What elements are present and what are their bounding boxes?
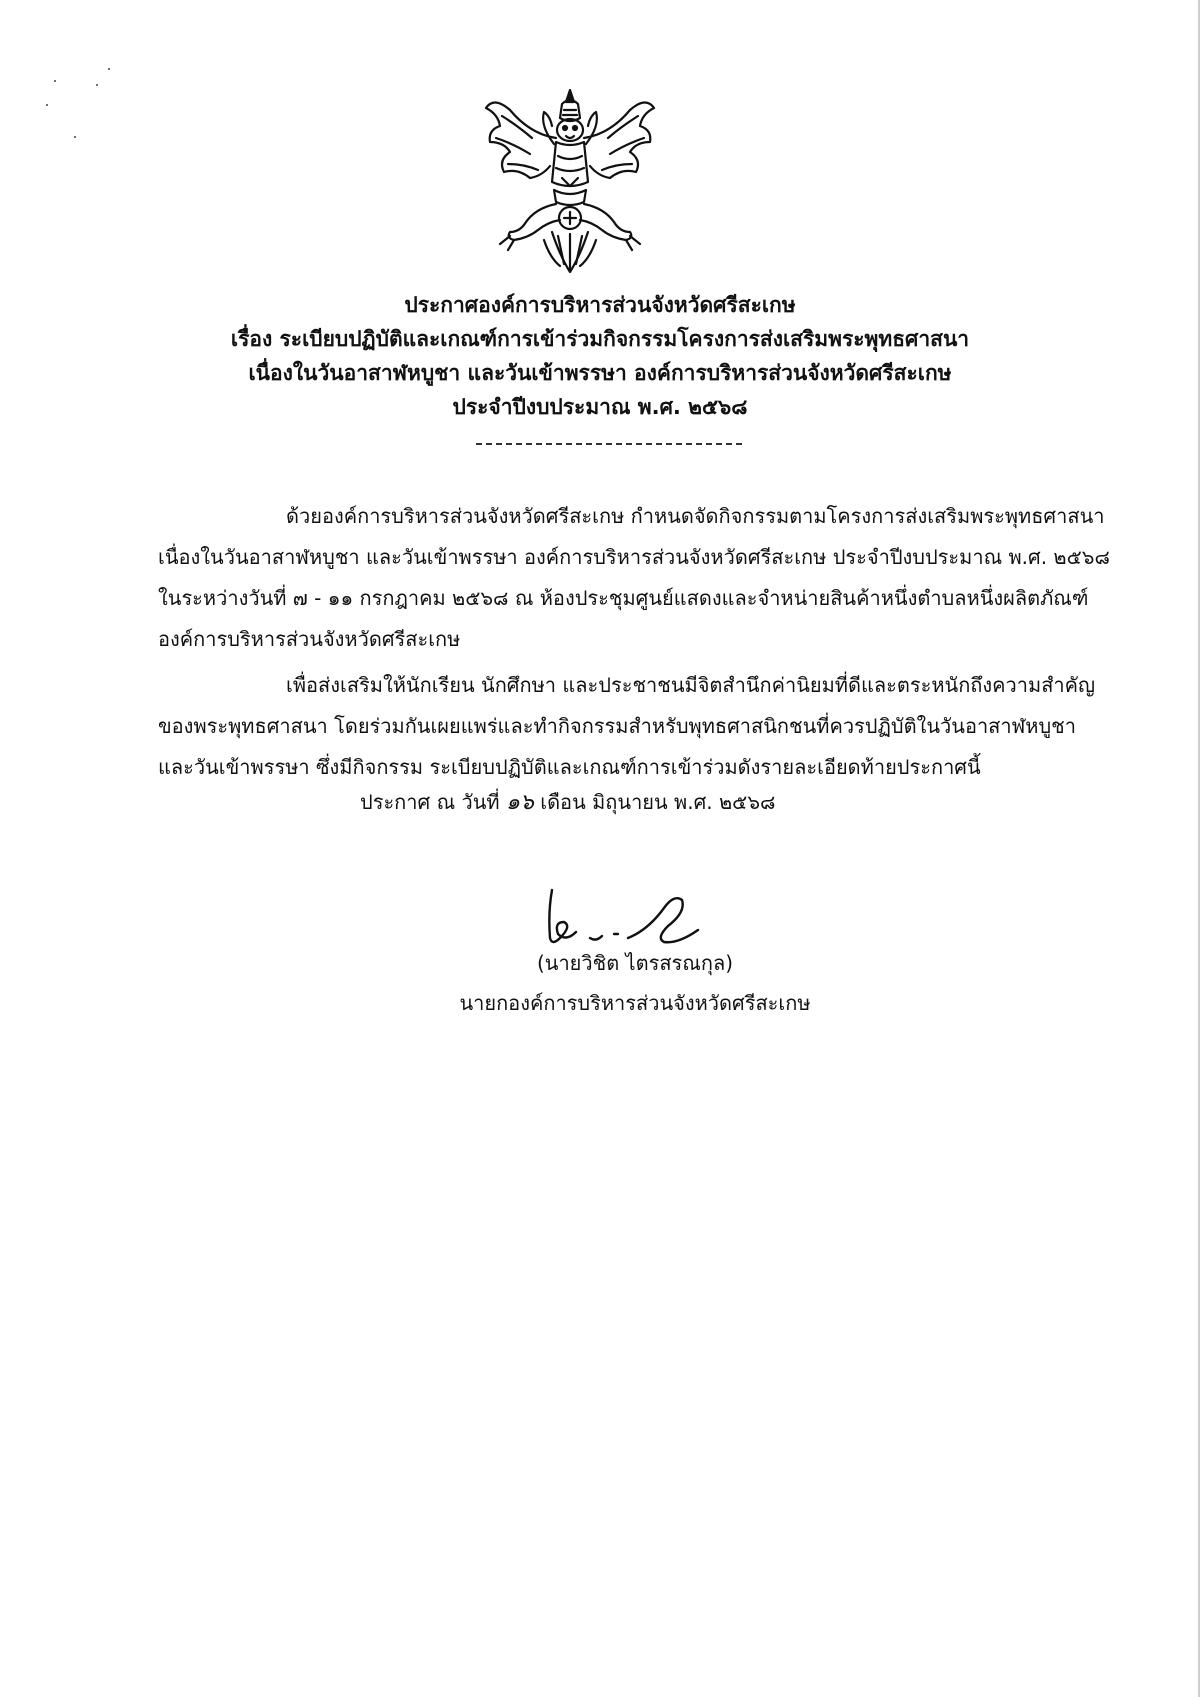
body-paragraph-2: [158, 665, 1096, 788]
date-day-handwritten: ๑๖: [505, 790, 534, 815]
paragraph-line: เนื่องในวันอาสาฬหบูชา และวันเข้าพรรษา องค์การบริหารส่วนจังหวัดศรีสะเกษ ประจำปีงบประมาณ พ.ศ. ๒๕๖๘: [158, 545, 1110, 569]
signer-title: นายกองค์การบริหารส่วนจังหวัดศรีสะเกษ: [459, 991, 811, 1015]
paragraph-line: ในระหว่างวันที่ ๗ - ๑๑ กรกฎาคม ๒๕๖๘ ณ ห้องประชุมศูนย์แสดงและจำหน่ายสินค้าหนึ่งตำบลหนึ่งผลิตภัณฑ์: [158, 586, 1089, 610]
announcement-subject: เรื่อง ระเบียบปฏิบัติและเกณฑ์การเข้าร่วมกิจกรรมโครงการส่งเสริมพระพุทธศาสนา: [230, 327, 970, 351]
paragraph-line: ของพระพุทธศาสนา โดยร่วมกันเผยแพร่และทำกิจกรรมสำหรับพุทธศาสนิกชนที่ควรปฏิบัติในวันอาสาฬหบูชา: [158, 714, 1076, 738]
scan-speck: [54, 80, 56, 82]
garuda-emblem-icon: [480, 86, 660, 278]
paragraph-line: และวันเข้าพรรษา ซึ่งมีกิจกรรม ระเบียบปฏิบัติและเกณฑ์การเข้าร่วมดังรายละเอียดท้ายประกาศนี้: [158, 755, 981, 779]
header-divider: [476, 443, 742, 445]
date-suffix: เดือน มิถุนายน พ.ศ. ๒๕๖๘: [533, 790, 776, 814]
scan-speck: [46, 104, 48, 106]
signer-name: (นายวิชิต ไตรสรณกุล): [536, 951, 734, 975]
paragraph-line: องค์การบริหารส่วนจังหวัดศรีสะเกษ: [158, 627, 461, 651]
announcement-date: [360, 785, 775, 820]
scan-speck: [74, 136, 76, 138]
body-paragraph-1: [158, 496, 1110, 660]
announcement-heading: ประกาศองค์การบริหารส่วนจังหวัดศรีสะเกษ: [404, 293, 796, 317]
scan-speck: [96, 84, 98, 86]
paragraph-line: เพื่อส่งเสริมให้นักเรียน นักศึกษา และประชาชนมีจิตสำนึกค่านิยมที่ดีและตระหนักถึงความสำคัญ: [286, 673, 1096, 697]
paragraph-line: ด้วยองค์การบริหารส่วนจังหวัดศรีสะเกษ กำหนดจัดกิจกรรมตามโครงการส่งเสริมพระพุทธศาสนา: [286, 504, 1105, 528]
announcement-subject-line2: เนื่องในวันอาสาฬหบูชา และวันเข้าพรรษา องค์การบริหารส่วนจังหวัดศรีสะเกษ: [248, 361, 952, 385]
date-prefix: ประกาศ ณ วันที่: [360, 790, 506, 814]
scan-speck: [108, 68, 110, 70]
fiscal-year-line: ประจำปีงบประมาณ พ.ศ. ๒๕๖๘: [452, 395, 748, 419]
